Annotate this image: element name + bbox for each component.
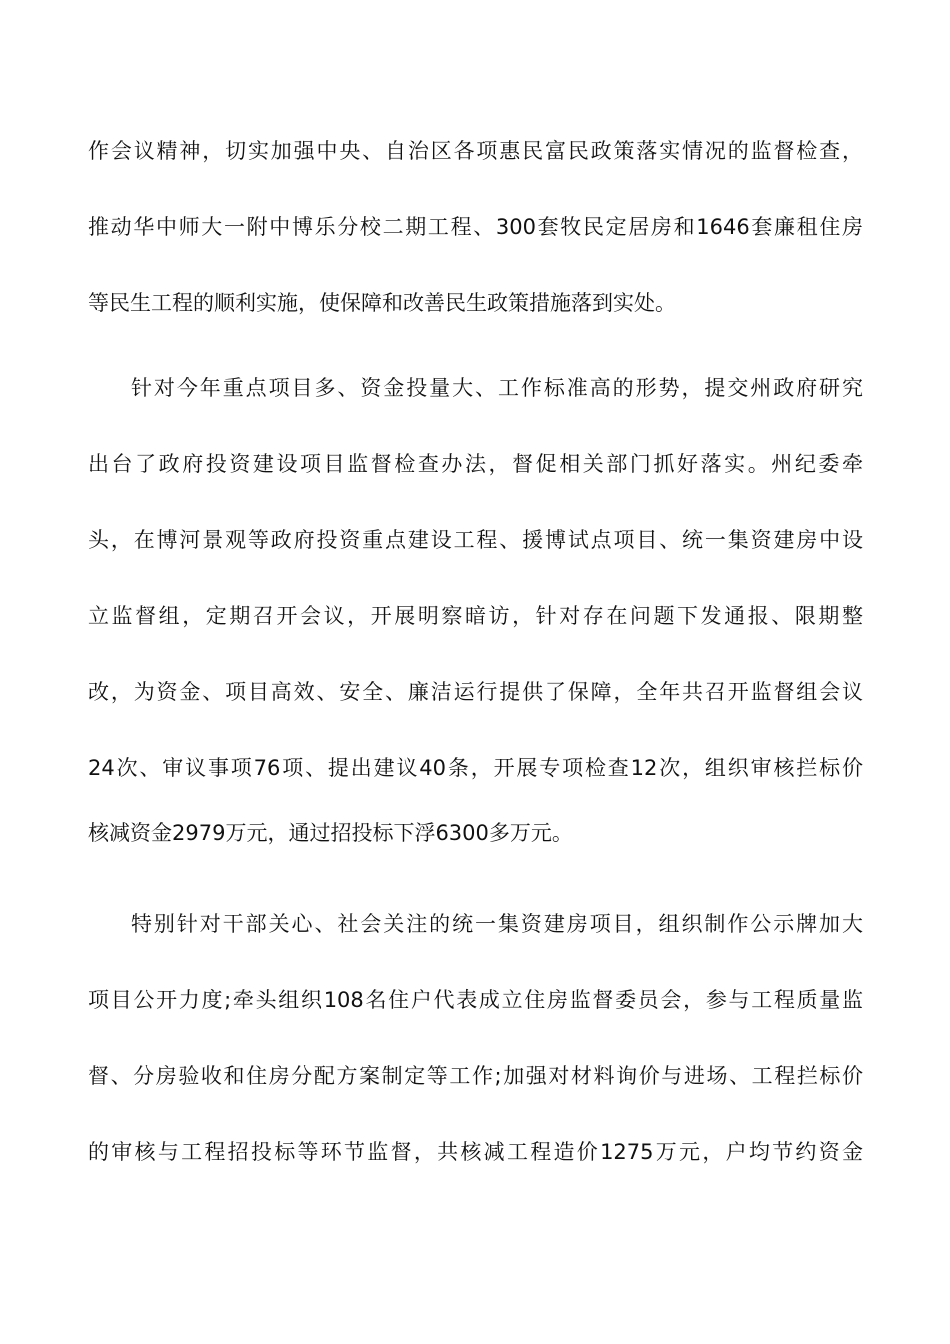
text-line: 等民生工程的顺利实施，使保障和改善民生政策措施落到实处。 — [88, 291, 676, 315]
text-line: 的审核与工程招投标等环节监督，共核减工程造价1275万元，户均节约资金 — [88, 1140, 863, 1164]
text-line: 督、分房验收和住房分配方案制定等工作;加强对材料询价与进场、工程拦标价 — [88, 1064, 863, 1088]
text-line: 立监督组，定期召开会议，开展明察暗访，针对存在问题下发通报、限期整 — [88, 604, 863, 628]
paragraph-first-line: 针对今年重点项目多、资金投量大、工作标准高的形势，提交州政府研究 — [131, 376, 863, 400]
text-line: 出台了政府投资建设项目监督检查办法，督促相关部门抓好落实。州纪委牵 — [88, 452, 863, 476]
text-line: 24次、审议事项76项、提出建议40条，开展专项检查12次，组织审核拦标价 — [88, 756, 863, 780]
text-line: 作会议精神，切实加强中央、自治区各项惠民富民政策落实情况的监督检查， — [88, 139, 863, 163]
text-line: 推动华中师大一附中博乐分校二期工程、300套牧民定居房和1646套廉租住房 — [88, 215, 863, 239]
text-line: 核减资金2979万元，通过招投标下浮6300多万元。 — [88, 821, 573, 845]
text-line: 项目公开力度;牵头组织108名住户代表成立住房监督委员会，参与工程质量监 — [88, 988, 863, 1012]
text-line: 改，为资金、项目高效、安全、廉洁运行提供了保障，全年共召开监督组会议 — [88, 680, 863, 704]
text-line: 头，在博河景观等政府投资重点建设工程、援博试点项目、统一集资建房中设 — [88, 528, 863, 552]
paragraph-first-line: 特别针对干部关心、社会关注的统一集资建房项目，组织制作公示牌加大 — [131, 912, 863, 936]
